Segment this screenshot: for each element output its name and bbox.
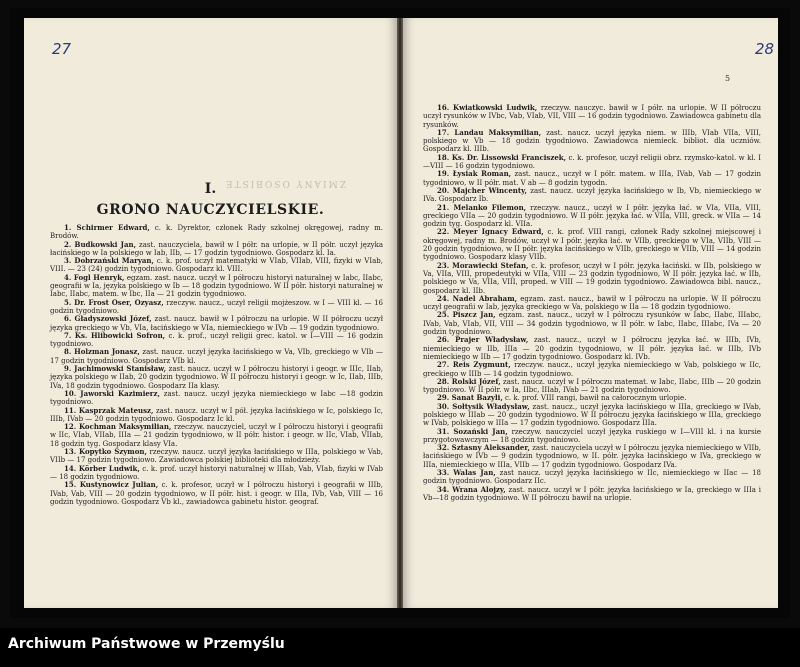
printed-page-number: 5 xyxy=(725,74,731,83)
handwritten-page-number-right: 28 xyxy=(755,40,775,58)
teacher-details: egzam. zast. naucz., bawił w I półroczu na urlopie. W II półroczu uczył geografii w Iab, języka greckiego w Va, polskiego w IIa — 18 godzin tygodniowo. xyxy=(423,294,761,312)
teacher-entry xyxy=(50,224,383,241)
teacher-entry xyxy=(423,154,761,171)
teacher-entry xyxy=(423,170,761,187)
teacher-name: 15. Kustynowicz Julian, xyxy=(64,480,159,490)
teacher-name: 22. Meyer Ignacy Edward, xyxy=(437,227,544,237)
teacher-details: zast. naucz. uczył języka łacińskiego w Ib, Vb, niemieckiego w IVa. Gospodarz Ib. xyxy=(423,186,761,204)
teacher-details: zast naucz. uczył języka łacińskiego w IIc, niemieckiego w IIac — 18 godzin tygodniowo. Gospodarz IIc. xyxy=(423,469,762,486)
teacher-details: egzam. zast. naucz., uczył w I półroczu rysunków w Iabc, IIabc, IIIabc, IVab, Vab, VIab, VII, VIII — 34 godzin tygodniowo, w II półr. w Iabc, IIabc, IIIabc, IVa — 20 godzin tygodniowo. xyxy=(423,311,761,337)
teacher-details: zast. naucz. uczył języka łacińskiego w Va, VIb, greckiego w VIb — 17 godzin tygodniowo. Gospodarz VIb kl. xyxy=(50,348,384,365)
teacher-entry xyxy=(423,129,761,154)
teacher-entry xyxy=(50,365,383,390)
teacher-details: zast. naucz. uczył w I półroczu historyi i geogr. w IIIc, IIab, języka polskiego w IIab, 20 godzin tygodniowo. W II półroczu historyi i geogr. w Ic, IIab, IIIb, IVa, 18 godzin tygodniowo. Gospodarz IIa klasy. xyxy=(50,365,383,390)
teacher-entry xyxy=(50,274,383,299)
teacher-details: rzeczyw. naucz., uczył języka niemieckiego w Vab, polskiego w IIc, greckiego w IIIb — 14 godzin tygodniowo. xyxy=(423,361,761,378)
teacher-name: 24. Nadel Abraham, xyxy=(437,293,518,303)
teacher-details: c. k. profesor, uczył w I półr. języka łaciński. w IIb, polskiego w Va, VIIa, VIII, propedeutyki w VIIa, VIII — 23 godzin tygodniowo, W II półr. języka łać. w IIb, polskiego w Va, VIIa, VIII, proped. w VIII — 19 godzin tygodniowo. Zawiadowca bibl. naucz., gospodarz kl. IIb. xyxy=(423,261,761,295)
teacher-details: c. k. profesor, uczył w I półroczu historyi i geografii w IIIb, IVab, Vab, VIII — 20 godzin tygodniowo, w II półr. hist. i geogr. w IIIa, IVb, Vab, VIII — 16 godzin tygodniowo. Gospodarz Vb kl., zawiadowca gabinetu histor. geograf. xyxy=(50,481,384,506)
teacher-details: rzeczyw. naucz., uczył w I półr. języka łać. w VIa, VIIa, VIII, greckiego VIIa — 20 godzin tygodniowo. W II półr. języka łać. w VIIa, VIII, greck. w VIIa — 14 godzin tyg. Gospodarz kl. VIIa. xyxy=(423,203,761,229)
archive-label: Archiwum Państwowe w Przemyślu xyxy=(8,636,285,652)
right-page xyxy=(403,18,778,608)
teacher-entry xyxy=(423,403,761,428)
teacher-details: c. k. prof. VIII rangi, członek Rady szkolnej miejscowej i okręgowej, radny m. Brodów, uczył w I półr. języka łać. w VIIb, greckiego w VIa, VIIb, VIII — 20 godzin tygodniowo, w II półr. języka łacińskiego w VIIb, greckiego w VIIb, VIII — 14 godzin tygodniowo. Gospodarz klasy VIIb. xyxy=(423,228,761,262)
teacher-entry xyxy=(423,361,761,378)
teacher-entry xyxy=(50,407,383,424)
teacher-name: 18. Ks. Dr. Lissowski Franciszek, xyxy=(437,152,567,162)
teacher-details: rzeczyw. naucz. uczył języka łacińskiego w IIIa, polskiego w Vab, VIIb — 17 godzin tygodniowo. Zawiadowca polskiej biblioteki dla młodzieży. xyxy=(50,448,383,465)
teacher-details: zast. naucz., uczył w I półr. matem. w IIIa, IVab, Vab — 17 godzin tygodniowo, w II półr. mat. V ab — 8 godzin tygodn. xyxy=(423,170,761,187)
teacher-name: 21. Melanko Filemon, xyxy=(437,202,527,212)
teacher-entry xyxy=(423,262,761,295)
teacher-name: 27. Reis Zygmunt, xyxy=(437,360,511,370)
teacher-entry xyxy=(50,348,383,365)
section-number: I. xyxy=(204,181,217,197)
teacher-entry xyxy=(50,481,383,506)
teacher-entry xyxy=(50,465,383,482)
teacher-entry xyxy=(423,311,761,336)
teacher-name: 34. Wrana Alojzy, xyxy=(437,484,506,494)
teacher-details: c. k. Dyrektor, członek Rady szkolnej okręgowej, radny m. Brodów. xyxy=(50,224,384,241)
teacher-details: c. k. profesor, uczył religii obrz. rzymsko-katol. w kl. I—VIII — 16 godzin tygodniowo. xyxy=(423,153,761,171)
teacher-name: 14. Körber Ludwik, xyxy=(64,463,140,473)
teacher-name: 28. Rolski Józef, xyxy=(437,376,501,386)
teacher-entry xyxy=(50,257,383,274)
teacher-name: 1. Schirmer Edward, xyxy=(64,223,150,232)
right-entries-list xyxy=(423,104,761,502)
teacher-details: zast. naucz. uczył języka niemieckiego w Iabc —18 godzin tygodniowo. xyxy=(50,389,383,407)
teacher-name: 2. Budkowski Jan, xyxy=(64,239,137,249)
teacher-details: c. k. prof. VIII rangi, bawił na całorocznym urlopie. xyxy=(502,394,687,403)
teacher-entry xyxy=(50,448,383,465)
teacher-entry xyxy=(423,444,761,469)
teacher-details: zast. naucz., uczył języka łacińskiego w IIIa, greckiego w IVab, polskiego w IIIab — 20 godzin tygodniowo. W II półroczu języka łacińskiego w IIIa, greckiego w IVab, polskiego w IIIa — 17 godzin tygodniowo. Gospodarz IIIa. xyxy=(423,402,761,428)
teacher-details: zast. naucz. uczył w I półr. języka łacińskiego w Ia, greckiego w IIIa i Vb—18 godzin tygodniowo. W II półroczu bawił na urlopie. xyxy=(423,485,761,502)
teacher-name: 6. Gładyszowski Józef, xyxy=(64,314,152,324)
teacher-entry xyxy=(423,336,761,361)
teacher-details: rzeczyw. nauczyciel, uczył w I półroczu historyi i geografii w IIc, VIab, VIIab, IIIa — 21 godzin tygodniowo, w II półr. histor. i geogr. w IIc, VIab, VIIab, 18 godzin tyg. Gospodarz klasy VIa. xyxy=(50,423,384,448)
teacher-entry xyxy=(423,104,761,129)
teacher-name: 12. Kochman Maksymilian, xyxy=(64,422,172,432)
teacher-name: 7. Ks. Hlibowicki Sofron, xyxy=(64,330,166,340)
teacher-details: zast. nauczyciela uczył w I półroczu języka niemieckiego w VIIb, łacińskiego w IVb — 9 godzin tygodniowo, w II. półr. języka łacińskiego w IVa, greckiego w IIIa, niemieckiego w IIIa, VIIb — 17 godzin tygodniowo. Gospodarz IVa. xyxy=(423,444,761,469)
book-scan xyxy=(10,8,790,618)
teacher-name: 25. Piszcz Jan, xyxy=(437,310,496,320)
teacher-entry xyxy=(423,295,761,312)
teacher-details: rzeczyw. nauczyc. bawił w I półr. na urlopie. W II półroczu uczył rysunków w IVbc, Vab, VIab, VII, VIII — 16 godzin tygodniowo. Zawiadowca gabinetu dla rysunków. xyxy=(423,104,761,129)
teacher-name: 10. Jaworski Kazimierz, xyxy=(64,388,160,398)
handwritten-page-number-left: 27 xyxy=(52,40,72,58)
teacher-name: 8. Holzman Jonasz, xyxy=(64,347,140,357)
teacher-details: c. k. prof., uczył religii grec. katol. w I—VIII — 16 godzin tygodniowo. xyxy=(50,331,383,349)
teacher-entry xyxy=(50,299,383,316)
teacher-name: 17. Landau Maksymilian, xyxy=(437,127,542,137)
teacher-name: 29. Sanat Bazyli, xyxy=(437,393,503,403)
teacher-name: 3. Dobrzański Maryan, xyxy=(64,256,154,266)
teacher-name: 16. Kwiatkowski Ludwik, xyxy=(437,103,538,112)
teacher-details: zast. naucz. bawił w I półroczu na urlopie. W II półroczu uczył języka greckiego w Vb, VIa, łacińskiego w VIa, niemieckiego w IVb — 19 godzin tygodniowo. xyxy=(50,315,383,332)
teacher-name: 20. Majcher Wincenty, xyxy=(437,185,527,195)
teacher-entry xyxy=(50,390,383,407)
teacher-name: 11. Kasprzak Mateusz, xyxy=(64,405,154,415)
teacher-details: rzeczyw. nauczyciel uczył języka ruskiego w I—VIII kl. i na kursie przygotowawczym — 18 godzin tygodniowo. xyxy=(423,427,761,444)
teacher-name: 13. Kopytko Szymon, xyxy=(64,447,147,457)
teacher-name: 5. Dr. Frost Oser, Ozyasz, xyxy=(64,297,164,307)
teacher-details: zast. naucz. uczył w I półroczu matemat. w Iabc, IIabc, IIIb — 20 godzin tygodniowo. W II półr. w Ia, IIbc, IIIab, IVab — 21 godzin tygodniowo. xyxy=(423,377,761,395)
teacher-entry xyxy=(423,228,761,261)
teacher-details: zast. naucz. uczył języka niem. w IIIb, VIab VIIa, VIII, polskiego w Vb — 18 godzin tygodniowo. Zawiadowca niemieck. bibliot. dla uczniów. Gospodarz kl. IIIb. xyxy=(423,128,761,154)
teacher-name: 33. Walas Jan, xyxy=(437,468,496,478)
teacher-details: c. k. prof. uczył matematyki w VIab, VIIab, VIII, fizyki w VIab, VIII. — 23 (24) godzin tygodniowo. Gospodarz kl. VIII. xyxy=(50,257,383,274)
teacher-entry xyxy=(50,423,383,448)
teacher-name: 4. Fogl Henryk, xyxy=(64,272,125,282)
teacher-name: 9. Jachimowski Stanisław, xyxy=(64,364,167,374)
section-title: GRONO NAUCZYCIELSKIE. xyxy=(96,202,325,218)
teacher-entry xyxy=(423,428,761,445)
left-page xyxy=(24,18,397,608)
teacher-entry xyxy=(423,204,761,229)
teacher-details: zast. naucz., uczył w I półroczu języka łać. w IIIb, IVb, niemieckiego w IIb, IIIa — 20 godzin tygodniowo, w II półr. języka łać. w IIIb, IVb niemieckiego w IIb — 17 godzin tygodniowo. Gospodarz kl. IVb. xyxy=(423,336,762,361)
teacher-entry xyxy=(50,315,383,332)
teacher-entry xyxy=(50,241,383,258)
teacher-entry xyxy=(423,378,761,395)
teacher-name: 19. Łysiak Roman, xyxy=(437,169,512,179)
teacher-details: zast. nauczyciela, bawił w I półr. na urlopie, w II półr. uczył języka łacińskiego w Ia polskiego w Iab, IIb, — 17 godzin tygodniowo. Gospodarz kl. Ia. xyxy=(50,240,383,257)
teacher-name: 32. Sztasny Aleksander, xyxy=(437,443,530,453)
teacher-details: zast. naucz. uczył w I pół. języka łacińskiego w Ic, polskiego Ic, IIIb, IVab — 20 godzin tygodniowo. Gospodarz Ic kl. xyxy=(50,406,383,423)
archive-footer xyxy=(0,628,800,667)
teacher-entry xyxy=(423,187,761,204)
teacher-details: c. k. prof. uczył historyi naturalnej w IIIab, Vab, VIab, fizyki w IVab — 18 godzin tygodniowo. xyxy=(50,464,383,481)
teacher-entry xyxy=(423,469,761,486)
teacher-entry xyxy=(423,486,761,503)
teacher-name: 30. Sołtysik Władysław, xyxy=(437,401,530,411)
teacher-name: 23. Morawiecki Stefan, xyxy=(437,260,529,270)
teacher-details: egzam. zast. naucz. uczył w I półroczu historyi naturalnej w Iabc, IIabc, geografii w Ia, języka polskiego w Ib — 18 godzin tygodniowo. W II półr. historyi naturalnej w Iabc, IIabc, matem. w Ibc, IIa — 21 godzin tygodniowo. xyxy=(50,273,383,299)
teacher-name: 31. Sozański Jan, xyxy=(437,426,508,436)
left-entries-list xyxy=(50,224,383,506)
teacher-details: rzeczyw. naucz., uczył religii mojżeszow. w I — VIII kl. — 16 godzin tygodniowo. xyxy=(50,298,384,315)
bleed-through-text: ZMIANY OSOBISTE xyxy=(224,178,347,188)
teacher-entry xyxy=(50,332,383,349)
teacher-name: 26. Prajer Władysław, xyxy=(437,335,529,345)
